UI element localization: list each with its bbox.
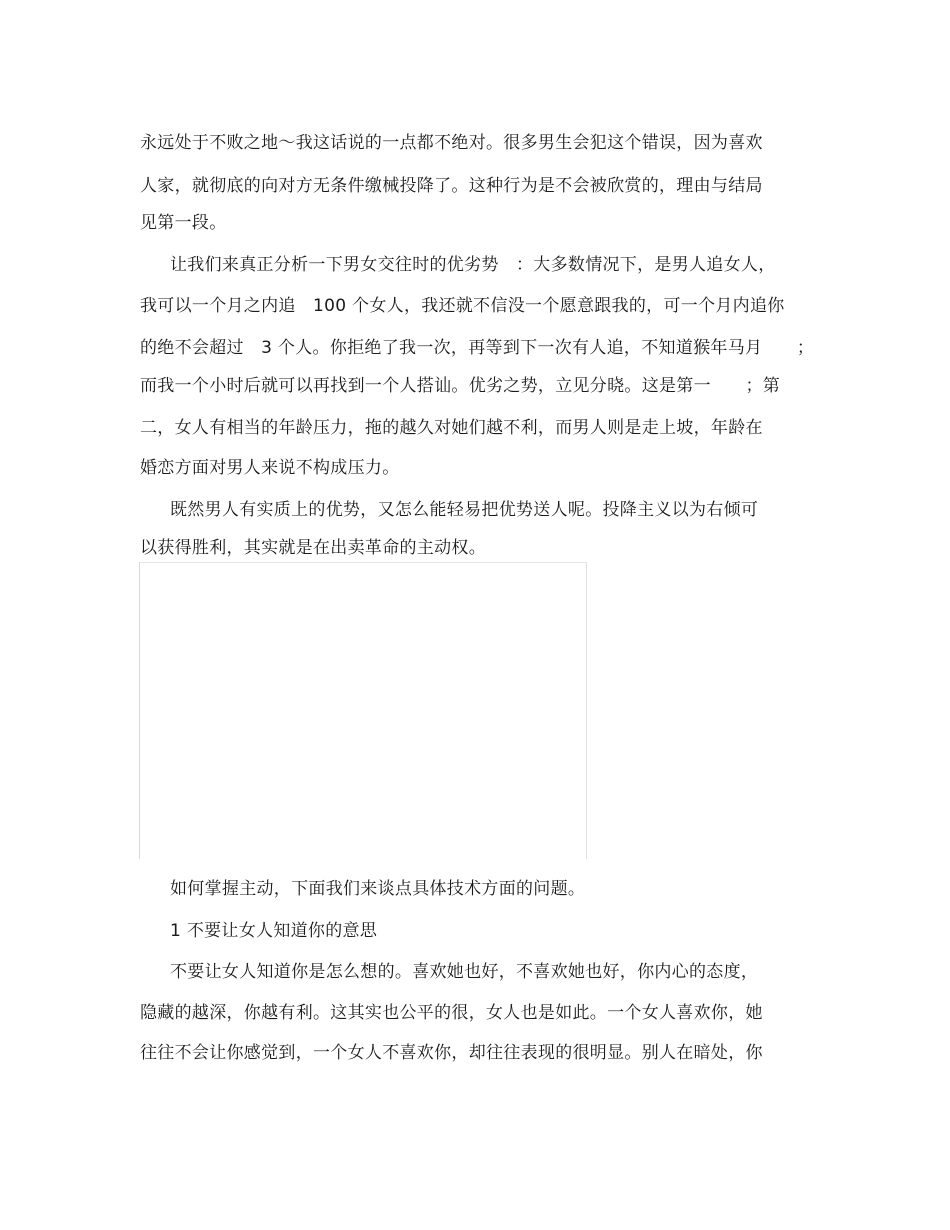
section-heading-1: 1 不要让女人知道你的意思 bbox=[170, 921, 378, 941]
paragraph-2-line-2: 我可以一个月之内追 100 个女人，我还就不信没一个愿意跟我的，可一个月内追你 bbox=[140, 296, 785, 316]
paragraph-5-line-2: 隐藏的越深，你越有利。这其实也公平的很，女人也是如此。一个女人喜欢你，她 bbox=[140, 1003, 763, 1023]
paragraph-1-line-2: 人家，就彻底的向对方无条件缴械投降了。这种行为是不会被欣赏的，理由与结局 bbox=[140, 176, 763, 196]
paragraph-5-line-1: 不要让女人知道你是怎么想的。喜欢她也好，不喜欢她也好，你内心的态度， bbox=[170, 962, 759, 982]
paragraph-2-line-1: 让我们来真正分析一下男女交往时的优劣势 ：大多数情况下，是男人追女人， bbox=[170, 255, 776, 275]
paragraph-2-line-4: 而我一个小时后就可以再找到一个人搭讪。优劣之势，立见分晓。这是第一 ；第 bbox=[140, 376, 781, 396]
paragraph-3-line-1: 既然男人有实质上的优势，又怎么能轻易把优势送人呢。投降主义以为右倾可 bbox=[170, 500, 759, 520]
paragraph-1-line-1: 永远处于不败之地～我这话说的一点都不绝对。很多男生会犯这个错误，因为喜欢 bbox=[140, 133, 763, 153]
paragraph-2-line-5: 二，女人有相当的年龄压力，拖的越久对她们越不利，而男人则是走上坡，年龄在 bbox=[140, 418, 763, 438]
paragraph-2-line-6: 婚恋方面对男人来说不构成压力。 bbox=[140, 458, 400, 478]
image-placeholder bbox=[139, 562, 587, 859]
paragraph-1-line-3: 见第一段。 bbox=[140, 213, 227, 233]
paragraph-5-line-3: 往往不会让你感觉到，一个女人不喜欢你，却往往表现的很明显。别人在暗处，你 bbox=[140, 1043, 763, 1063]
paragraph-4-line-1: 如何掌握主动，下面我们来谈点具体技术方面的问题。 bbox=[170, 879, 586, 899]
paragraph-3-line-2: 以获得胜利，其实就是在出卖革命的主动权。 bbox=[140, 538, 486, 558]
paragraph-2-line-3: 的绝不会超过 3 个人。你拒绝了我一次，再等到下一次有人追，不知道猴年马月 ； bbox=[140, 338, 815, 358]
